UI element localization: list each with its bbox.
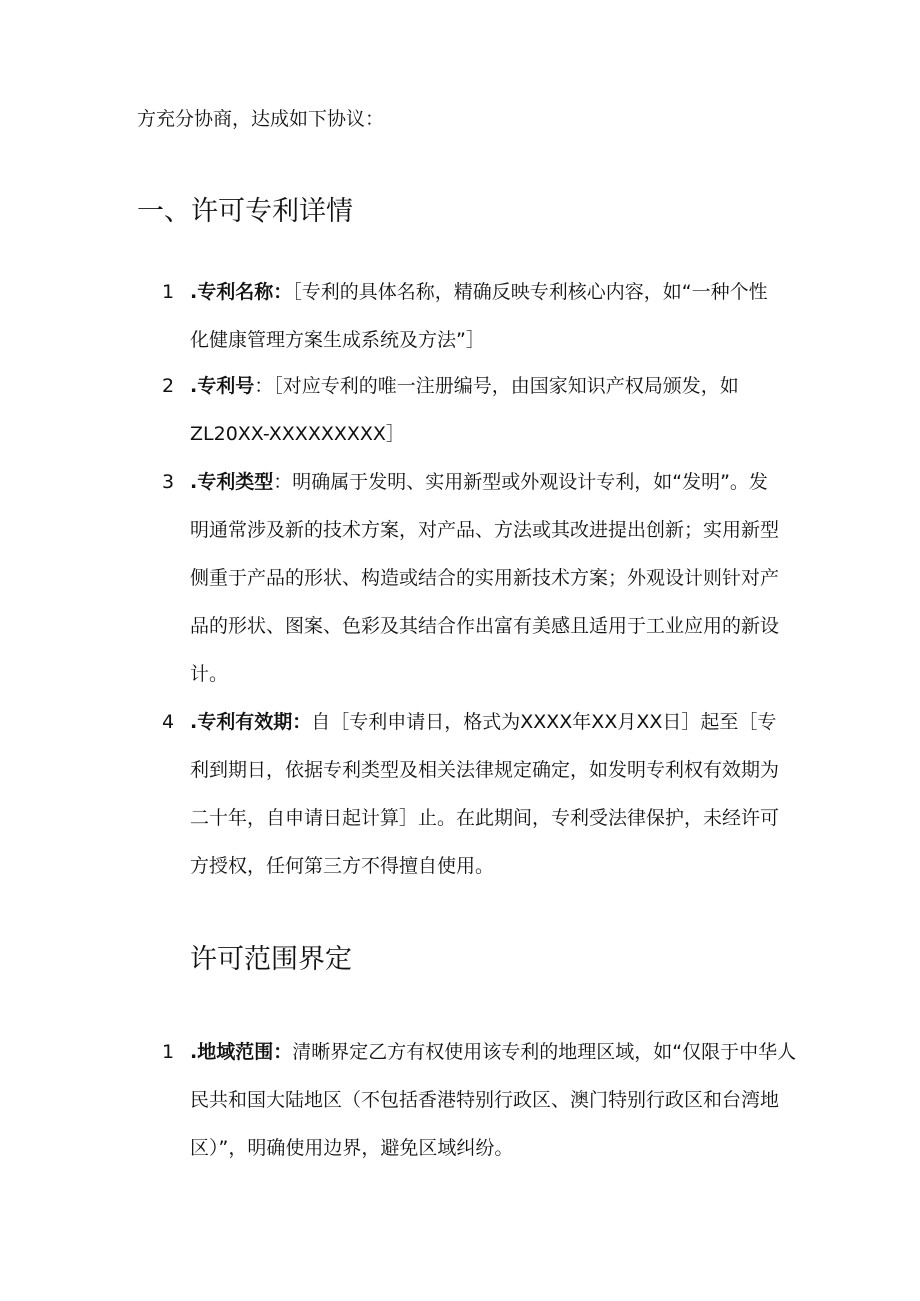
list-item-text: 自［专利申请日，格式为XXXX年XX月XX日］起至［专 (311, 711, 777, 733)
list-item (162, 362, 782, 458)
list-item-text: ZL20XX-XXXXXXXXX］ (190, 423, 405, 445)
list-item-text: 方授权，任何第三方不得擅自使用。 (190, 855, 495, 877)
list-item-text: ［专利的具体名称，精确反映专利核心内容，如“一种个性 (292, 281, 768, 303)
list-item-term: 专利有效期： (197, 711, 312, 733)
list-item-text: 利到期日，依据专利类型及相关法律规定确定，如发明专利权有效期为 (190, 759, 780, 781)
section-1-heading: 一、许可专利详情 (137, 196, 353, 227)
list-item-term: 专利类型 (197, 471, 274, 493)
list-item-text: ：明确属于发明、实用新型或外观设计专利，如“发明”。发 (273, 471, 768, 493)
list-item (162, 698, 782, 890)
list-item-dot: . (190, 281, 198, 303)
list-item-number: 2 (162, 375, 175, 397)
list-item-number: 1 (162, 281, 175, 303)
list-item (162, 268, 782, 364)
list-item-number: 3 (162, 471, 175, 493)
list-item-term: 地域范围： (197, 1041, 293, 1063)
section-2-heading: 许可范围界定 (190, 944, 352, 975)
list-item-dot: . (190, 471, 198, 493)
list-item-text: 二十年，自申请日起计算］止。在此期间，专利受法律保护，未经许可 (190, 807, 780, 829)
list-item-dot: . (190, 1041, 198, 1063)
list-item (162, 458, 782, 698)
list-item-text: 侧重于产品的形状、构造或结合的实用新技术方案；外观设计则针对产 (190, 567, 780, 589)
list-item-dot: . (190, 711, 198, 733)
list-item-text: ：［对应专利的唯一注册编号，由国家知识产权局颁发，如 (254, 375, 739, 397)
list-item-text: 民共和国大陆地区（不包括香港特别行政区、澳门特别行政区和台湾地 (190, 1089, 780, 1111)
list-item (162, 1028, 797, 1172)
list-item-number: 4 (162, 711, 175, 733)
list-item-term: 专利名称： (197, 281, 293, 303)
list-item-text: 计。 (190, 663, 229, 685)
list-item-text: 品的形状、图案、色彩及其结合作出富有美感且适用于工业应用的新设 (190, 615, 780, 637)
list-item-number: 1 (162, 1041, 175, 1063)
list-item-dot: . (190, 375, 198, 397)
list-item-text: 清晰界定乙方有权使用该专利的地理区域，如“仅限于中华人 (292, 1041, 797, 1063)
list-item-text: 化健康管理方案生成系统及方法”］ (190, 329, 485, 351)
list-item-term: 专利号 (197, 375, 255, 397)
list-item-text: 区）”，明确使用边界，避免区域纠纷。 (190, 1137, 514, 1159)
intro-text: 方充分协商，达成如下协议： (137, 108, 385, 130)
list-item-text: 明通常涉及新的技术方案，对产品、方法或其改进提出创新；实用新型 (190, 519, 780, 541)
